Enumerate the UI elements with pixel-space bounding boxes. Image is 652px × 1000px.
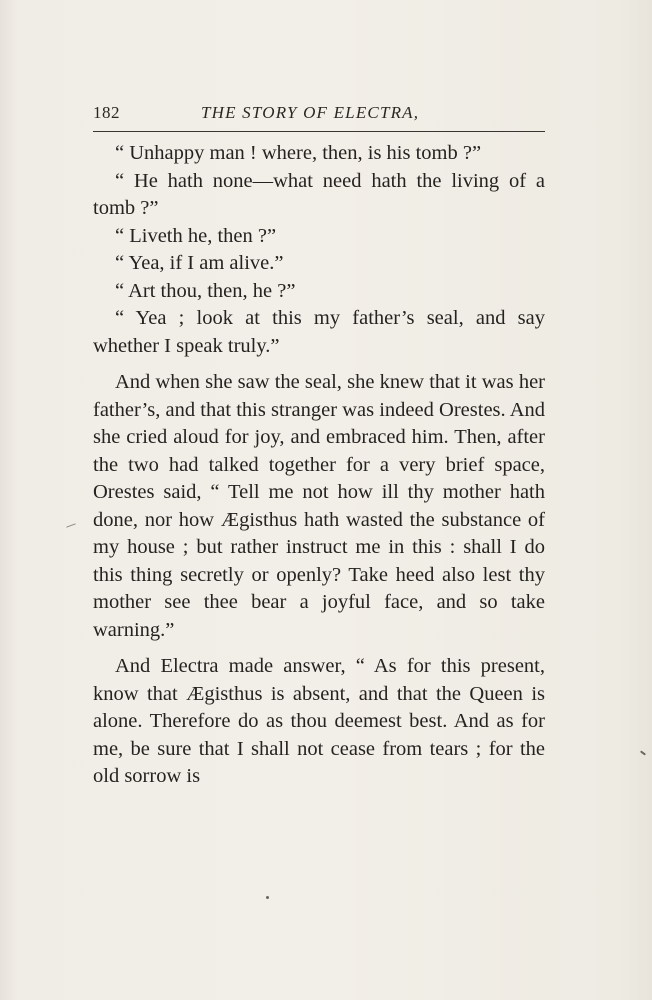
paragraph: “ Liveth he, then ?” <box>115 224 277 247</box>
header-rule <box>93 131 545 132</box>
paragraph: “ Yea, if I am alive.” <box>115 252 284 274</box>
body-text <box>93 140 545 791</box>
paper-speck <box>66 523 76 527</box>
paragraph: And Electra made answer, “ As for this present, know that Ægisthus is absent, and that the Queen is alone. Therefore do as thou deemest best. And as for me, be sure that I shall not cease from tears ; for the old sorrow is <box>93 655 545 787</box>
running-title: THE STORY OF ELECTRA, <box>201 103 420 122</box>
paper-speck <box>266 896 269 899</box>
paragraph: “ Yea ; look at this my father’s seal, and say whether I speak truly.” <box>93 307 545 357</box>
paragraph: And when she saw the seal, she knew that it was her father’s, and that this stranger was indeed Orestes. And she cried aloud for joy, and embraced him. Then, after the two had talked together for a very brief space, Orestes said, “ Tell me not how ill thy mother hath done, nor how Ægisthus hath wasted the substance of my house ; but rather instruct me in this : shall I do this thing secretly or openly? Take heed also lest thy mother see thee bear a joyful face, and so take warning.” <box>93 371 545 641</box>
page-number: 182 <box>93 103 120 122</box>
paper-speck <box>640 750 646 755</box>
paragraph: “ Unhappy man ! where, then, is his tomb ?” <box>115 142 482 164</box>
paragraph: “ He hath none—what need hath the living of a tomb ?” <box>93 169 545 219</box>
paragraph: “ Art thou, then, he ?” <box>115 279 296 302</box>
page-header <box>93 103 545 129</box>
